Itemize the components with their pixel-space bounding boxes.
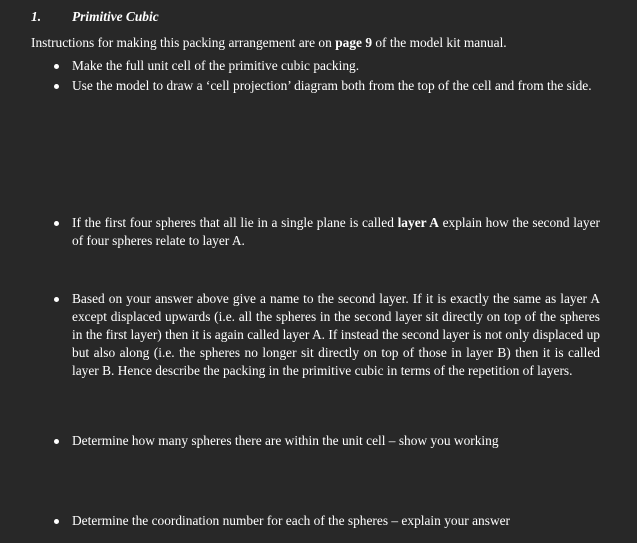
list-item-text: Use the model to draw a ‘cell projection’ diagram both from the top of the cell and from the side. (72, 78, 592, 93)
instructions-paragraph (31, 34, 507, 52)
layer-a-term: layer A (397, 215, 439, 230)
list-item-text: Based on your answer above give a name to the second layer. If it is exactly the same as layer A except displaced upwards (i.e. all the spheres in the second layer sit directly on top of the spheres in the first layer) then it is again called layer A. If instead the second layer is not only displaced up but also along (i.e. the spheres no longer sit directly on top of those in layer B) then it is called layer B. Hence describe the packing in the primitive cubic in terms of the repetition of layers. (72, 291, 600, 378)
list-item-layer-a (52, 214, 600, 250)
list-item-coordination-number (52, 512, 600, 530)
list-item-text (72, 214, 600, 250)
list-item-make-unit-cell (52, 57, 600, 75)
instructions-text-before: Instructions for making this packing arrangement are on (31, 35, 336, 50)
list-item-cell-projection (52, 77, 600, 95)
list-item-text: Determine how many spheres there are within the unit cell – show you working (72, 433, 499, 448)
section-number: 1. (31, 9, 42, 24)
section-heading (31, 8, 159, 26)
list-item-text-after: explain how the second layer of four spheres relate to layer A. (72, 215, 600, 248)
list-item-text: Determine the coordination number for each of the spheres – explain your answer (72, 513, 511, 528)
list-item-sphere-count (52, 432, 600, 450)
list-item-text: Make the full unit cell of the primitive cubic packing. (72, 58, 360, 73)
list-item-name-second-layer (52, 290, 600, 380)
section-title: Primitive Cubic (72, 9, 159, 24)
instructions-text-after: of the model kit manual. (372, 35, 507, 50)
instructions-page-ref: page 9 (335, 35, 373, 50)
list-item-text-before: If the first four spheres that all lie in a single plane is called (72, 215, 398, 230)
